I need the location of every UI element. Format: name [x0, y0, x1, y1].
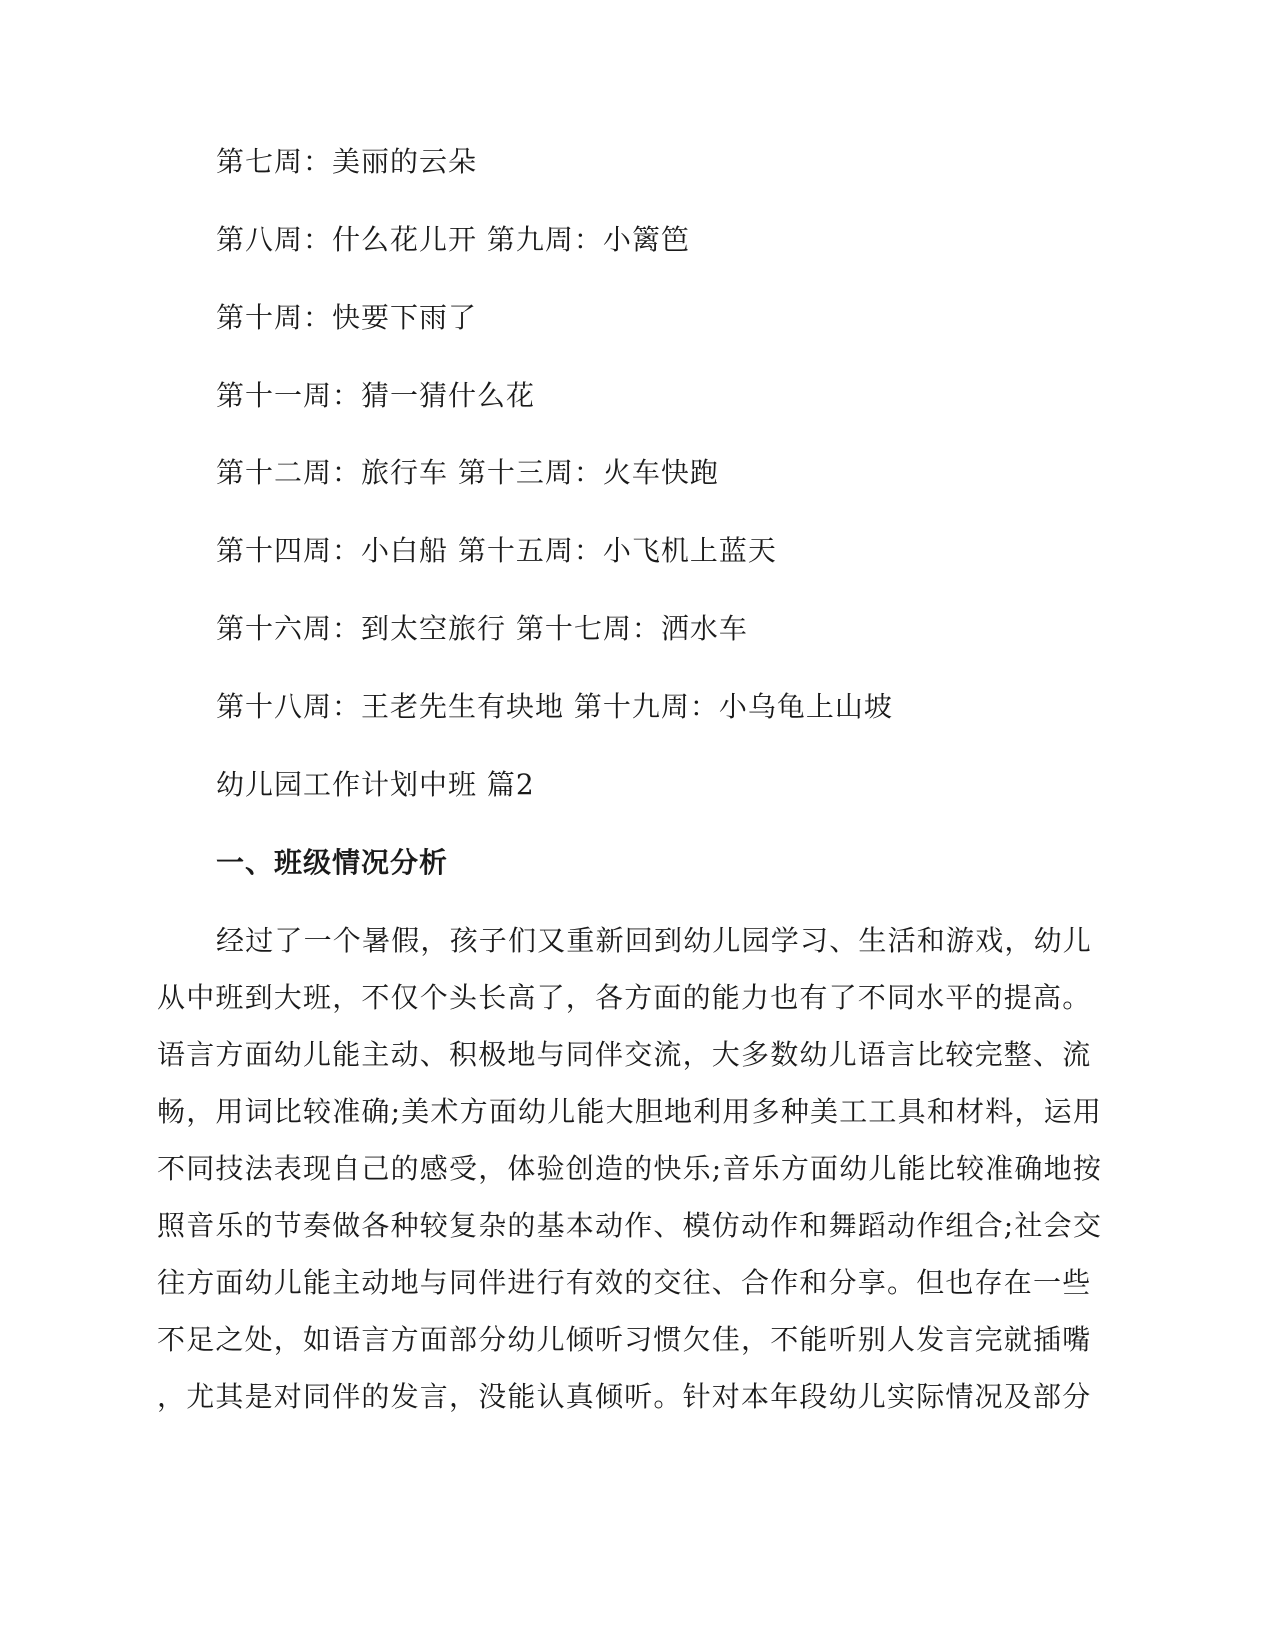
paragraph-line: 不足之处，如语言方面部分幼儿倾听习惯欠佳，不能听别人发言完就插嘴 [157, 1323, 1092, 1356]
paragraph-line: 畅，用词比较准确;美术方面幼儿能大胆地利用多种美工工具和材料，运用 [157, 1095, 1103, 1128]
paragraph-line: ，尤其是对同伴的发言，没能认真倾听。针对本年段幼儿实际情况及部分 [157, 1380, 1092, 1413]
plan-title: 幼儿园工作计划中班 篇2 [216, 768, 535, 801]
section-heading: 一、班级情况分析 [216, 846, 449, 879]
week-line: 第十八周：王老先生有块地 第十九周：小乌龟上山坡 [216, 690, 893, 723]
week-line: 第十四周：小白船 第十五周：小飞机上蓝天 [216, 534, 777, 567]
week-line: 第十二周：旅行车 第十三周：火车快跑 [216, 456, 719, 489]
paragraph-line: 不同技法表现自己的感受，体验创造的快乐;音乐方面幼儿能比较准确地按 [157, 1152, 1103, 1185]
week-line: 第十一周：猜一猜什么花 [216, 379, 536, 412]
paragraph-line: 从中班到大班，不仅个头长高了，各方面的能力也有了不同水平的提高。 [157, 981, 1092, 1014]
paragraph-line: 语言方面幼儿能主动、积极地与同伴交流，大多数幼儿语言比较完整、流 [157, 1038, 1092, 1071]
week-line: 第十六周：到太空旅行 第十七周：洒水车 [216, 612, 748, 645]
week-line: 第十周：快要下雨了 [216, 301, 478, 334]
paragraph-line: 往方面幼儿能主动地与同伴进行有效的交往、合作和分享。但也存在一些 [157, 1266, 1092, 1299]
week-line: 第七周：美丽的云朵 [216, 145, 478, 178]
paragraph-line: 照音乐的节奏做各种较复杂的基本动作、模仿动作和舞蹈动作组合;社会交 [157, 1209, 1103, 1242]
paragraph-line: 经过了一个暑假，孩子们又重新回到幼儿园学习、生活和游戏，幼儿 [216, 924, 1093, 957]
week-line: 第八周：什么花儿开 第九周：小篱笆 [216, 223, 690, 256]
body-paragraph [157, 912, 1117, 1425]
